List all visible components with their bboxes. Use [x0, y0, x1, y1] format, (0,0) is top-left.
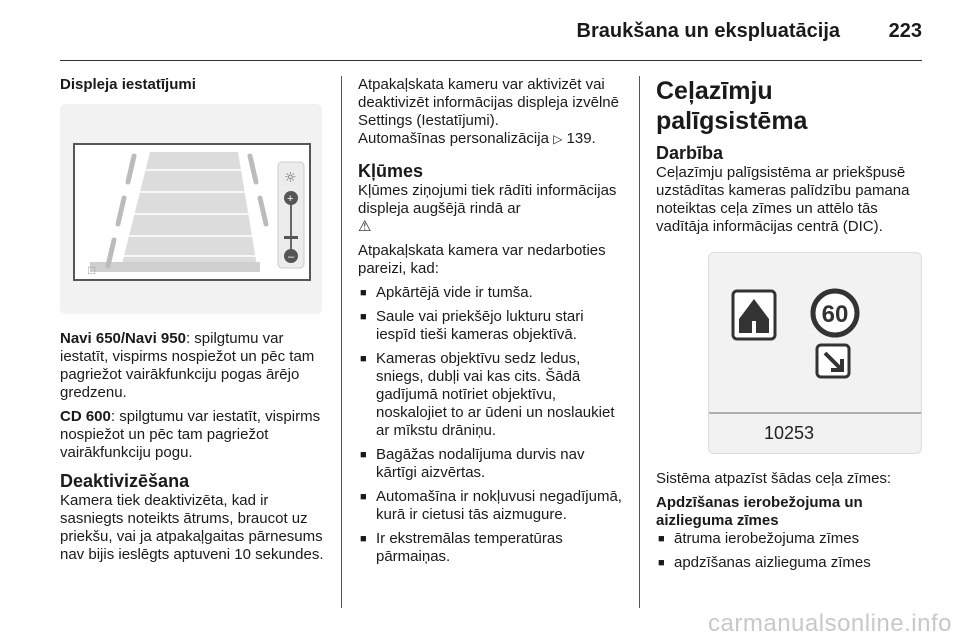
paragraph-deactivation: Kamera tiek deaktivizēta, kad ir sasniegts noteikts ātrums, braucot uz priekšu, vai ja atpakaļgaitas pārnesums nav bijis ieslēgts aptuveni 10 sekundes. [60, 492, 324, 563]
page-header [60, 0, 922, 60]
chapter-title: Braukšana un ekspluatācija [576, 20, 840, 42]
paragraph-errors: Kļūmes ziņojumi tiek rādīti informācijas displeja augšējā rindā ar ⚠ [358, 182, 617, 235]
paragraph-recognized-signs: Sistēma atpazīst šādas ceļa zīmes: [656, 470, 892, 487]
svg-text:+: + [287, 193, 294, 205]
column-divider-1 [341, 76, 342, 608]
list-item: ■ Automašīna ir nokļuvusi negadījumā, kurā ir cietusi tās aizmugure. [358, 488, 626, 524]
list-item: ■ Ir ekstremālas temperatūras pārmaiņas. [358, 530, 626, 566]
subheading-overtaking: Apdzīšanas ierobežojuma un aizlieguma zīmes [656, 494, 863, 529]
column-divider-2 [639, 76, 640, 608]
heading-operation: Darbība [656, 143, 724, 163]
odometer-reading: 10253 [763, 423, 815, 443]
paragraph-navi: Navi 650/Navi 950: spilgtumu var iestatīt, vispirms nospiežot un pēc tam pagriežot vairākfunkciju pogas ārējo gredzenu. [60, 330, 315, 401]
svg-text:□: □ [88, 263, 96, 277]
paragraph-activation: Atpakaļskata kameru var aktivizēt vai deaktivizēt informācijas displeja izvēlnē Settings (Iestatījumi). Automašīnas personalizācija ▷ 139. [358, 76, 619, 147]
sign-types-list [656, 530, 924, 572]
speed-limit-value: 60 [821, 301, 849, 328]
paragraph-operation: Ceļazīmju palīgsistēma ar priekšpusē uzstādītas kameras palīdzību pamana noteiktas ceļa zīmes un attēlo tās vadītāja informācijas centrā (DIC). [656, 164, 910, 235]
heading-errors: Kļūmes [358, 161, 424, 181]
column-1 [60, 76, 332, 570]
svg-text:–: – [288, 251, 295, 263]
header-rule [60, 60, 922, 61]
column-3 [656, 76, 924, 578]
conditions-list [358, 284, 626, 566]
section-title-traffic-sign-assistant: Ceļazīmju palīgsistēma [656, 77, 808, 135]
page-number: 223 [888, 20, 922, 42]
list-item: ■ Kameras objektīvu sedz ledus, sniegs, dubļi vai kas cits. Šādā gadījumā notīriet objektīvu, noskalojiet to ar ūdeni un noslaukiet ar mīkstu drāniņu. [358, 350, 626, 440]
list-item: ■ Saule vai priekšējo lukturu stari iespīd tieši kameras objektīvā. [358, 308, 626, 344]
reference-arrow-icon: ▷ [553, 132, 563, 146]
paragraph-conditions: Atpakaļskata kamera var nedarboties pareizi, kad: [358, 242, 606, 277]
dic-sign-illustration [708, 252, 922, 454]
column-2 [358, 76, 626, 572]
paragraph-cd600: CD 600: spilgtumu var iestatīt, vispirms nospiežot un pēc tam pagriežot vairākfunkciju pogu. [60, 408, 321, 461]
page-reference[interactable]: 139. [566, 130, 596, 147]
section-title-display-settings: Displeja iestatījumi [60, 76, 196, 93]
dic-display-graphic [709, 253, 921, 453]
list-item: ■ Apkārtējā vide ir tumša. [358, 284, 626, 302]
list-item: ■ apdzīšanas aizlieguma zīmes [656, 554, 924, 572]
list-item: ■ ātruma ierobežojuma zīmes [656, 530, 924, 548]
warning-triangle-icon: ⚠ [358, 218, 372, 235]
heading-deactivation: Deaktivizēšana [60, 471, 190, 491]
watermark: carmanualsonline.info [708, 610, 952, 637]
list-item: ■ Bagāžas nodalījuma durvis nav kārtīgi aizvērtas. [358, 446, 626, 482]
svg-text:☼: ☼ [284, 170, 297, 186]
camera-display-illustration [60, 104, 322, 314]
rear-camera-screen-graphic [60, 104, 322, 314]
